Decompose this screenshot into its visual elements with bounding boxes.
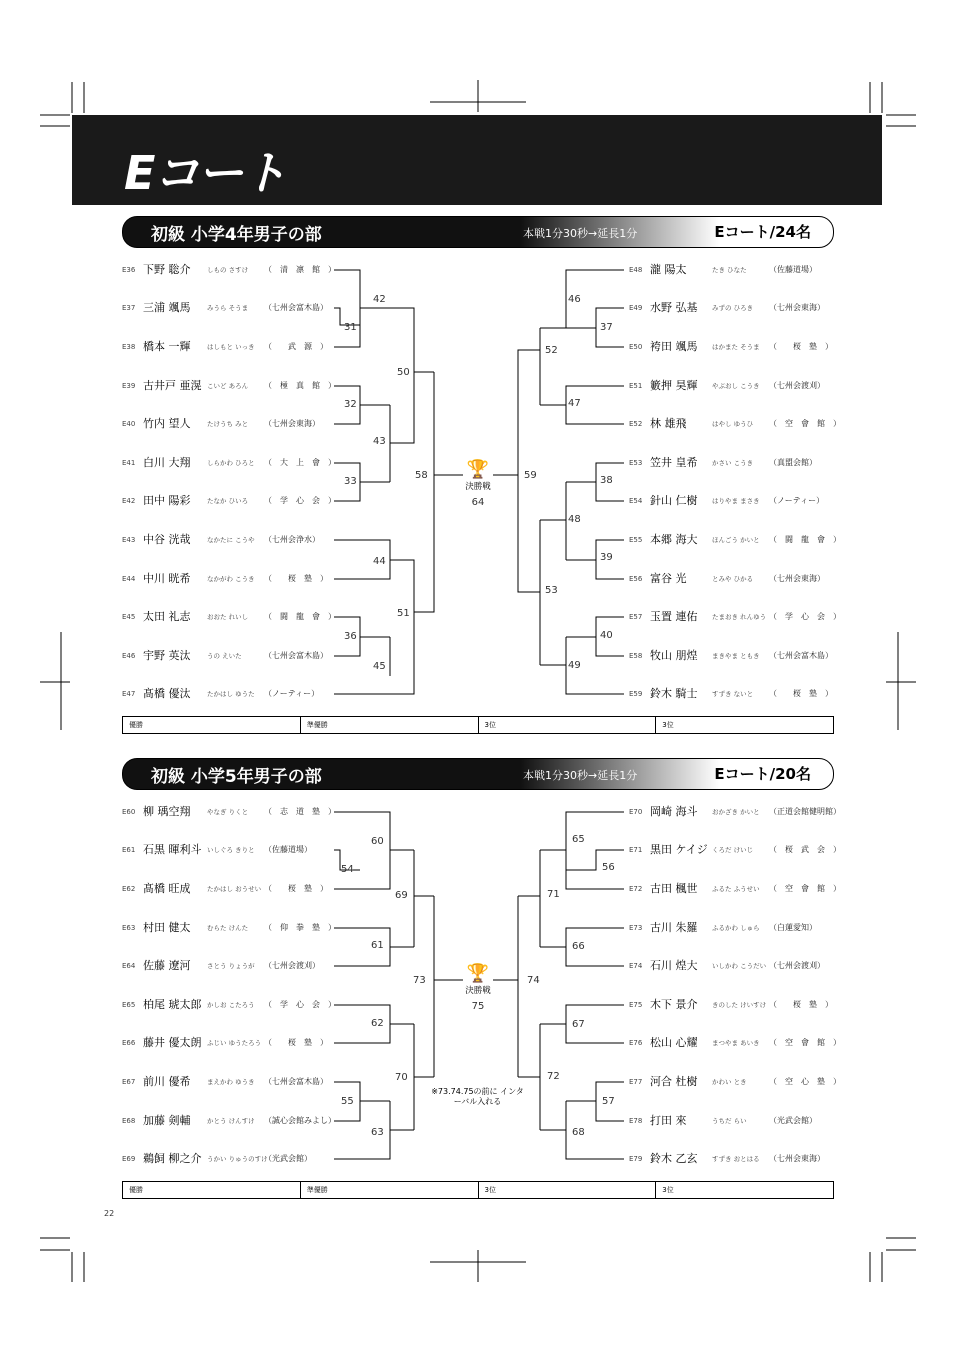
player-name: 中谷 洸哉 xyxy=(143,533,191,546)
player-team: （ 桜 武 会 ） xyxy=(769,845,841,854)
player-code: E57 xyxy=(629,613,643,621)
player-team: （ノーティー） xyxy=(264,689,320,698)
player-kana: いしぐろ きりと xyxy=(207,846,255,854)
player-team: （ 桜 塾 ） xyxy=(264,574,328,583)
player-kana: ほんごう かいと xyxy=(712,536,760,544)
player-code: E61 xyxy=(122,846,136,854)
player-name: 鈴木 騎士 xyxy=(650,687,698,700)
match-number: 74 xyxy=(527,975,540,986)
player-kana: とみや ひかる xyxy=(712,575,754,583)
player-team: （真盟会館） xyxy=(769,458,817,467)
player-team: （ 空 會 館 ） xyxy=(769,1038,841,1047)
match-number: 60 xyxy=(371,836,384,847)
section2-title: 初級 小学5年男子の部 xyxy=(151,767,322,787)
player-team: （佐藤道場） xyxy=(264,845,312,854)
player-code: E44 xyxy=(122,575,136,583)
player-name: 富谷 光 xyxy=(650,572,687,585)
player-code: E73 xyxy=(629,924,643,932)
player-kana: はかまた そうま xyxy=(712,343,760,351)
match-number: 43 xyxy=(373,436,386,447)
player-kana: みずの ひろき xyxy=(712,304,754,312)
match-number: 61 xyxy=(371,940,384,951)
player-name: 古田 楓世 xyxy=(650,882,698,895)
player-name: 宇野 英汰 xyxy=(143,649,191,662)
player-name: 岡崎 海斗 xyxy=(650,805,698,818)
player-kana: たき ひなた xyxy=(712,266,747,274)
player-code: E79 xyxy=(629,1155,643,1163)
player-code: E62 xyxy=(122,885,136,893)
player-kana: しらかわ ひろと xyxy=(207,459,255,467)
player-name: 石川 煌大 xyxy=(650,959,698,972)
player-kana: おかざき かいと xyxy=(712,808,760,816)
player-kana: おおた れいし xyxy=(207,613,249,621)
player-name: 鵜飼 柳之介 xyxy=(143,1152,202,1165)
player-kana: さとう りょうが xyxy=(207,962,255,970)
player-code: E43 xyxy=(122,536,136,544)
player-name: 針山 仁樹 xyxy=(650,494,698,507)
player-team: （七州会東海） xyxy=(769,1154,825,1163)
player-kana: すずき おとはる xyxy=(712,1155,760,1163)
player-kana: たまおき れんゆう xyxy=(712,613,767,621)
section1-title: 初級 小学4年男子の部 xyxy=(151,225,322,245)
player-code: E52 xyxy=(629,420,643,428)
match-number: 54 xyxy=(341,864,354,875)
player-name: 柳 瑀空翔 xyxy=(143,805,191,818)
player-name: 石黒 暉利斗 xyxy=(143,843,202,856)
player-code: E60 xyxy=(122,808,136,816)
player-team: （光武会館） xyxy=(769,1116,817,1125)
player-code: E37 xyxy=(122,304,136,312)
match-number: 44 xyxy=(373,556,386,567)
player-kana: きのした けいすけ xyxy=(712,1001,767,1009)
player-kana: まえかわ ゆうき xyxy=(207,1078,255,1086)
player-team: （ 空 心 塾 ） xyxy=(769,1077,841,1086)
player-team: （ 大 上 會 ） xyxy=(264,458,336,467)
match-number: 46 xyxy=(568,294,581,305)
match-number: 39 xyxy=(600,552,613,563)
player-team: （七州会渡刈） xyxy=(769,961,825,970)
player-team: （ 清 凛 館 ） xyxy=(264,265,336,274)
player-name: 牧山 朋煌 xyxy=(650,649,698,662)
player-kana: はりやま まさき xyxy=(712,497,760,505)
player-name: 下野 聡介 xyxy=(143,263,191,276)
player-name: 瀧 陽太 xyxy=(650,263,687,276)
player-team: （ 闘 龍 會 ） xyxy=(769,535,841,544)
match-number: 37 xyxy=(600,322,613,333)
player-kana: なかたに こうや xyxy=(207,536,255,544)
player-kana: うかい りゅうのすけ xyxy=(207,1155,268,1163)
player-team: （ 桜 塾 ） xyxy=(264,884,328,893)
player-team: （七州会浄水） xyxy=(264,535,320,544)
player-kana: かしお こたろう xyxy=(207,1001,255,1009)
player-name: 橋本 一輝 xyxy=(143,340,191,353)
player-code: E48 xyxy=(629,266,643,274)
match-number: 36 xyxy=(344,631,357,642)
player-name: 三浦 颯馬 xyxy=(143,301,191,314)
section2-court: Eコート/20名 xyxy=(714,765,811,783)
match-number: 32 xyxy=(344,399,357,410)
match-number: 57 xyxy=(602,1096,615,1107)
player-name: 袴田 颯馬 xyxy=(650,340,698,353)
player-code: E75 xyxy=(629,1001,643,1009)
player-team: （七州会東海） xyxy=(769,303,825,312)
match-number: 48 xyxy=(568,514,581,525)
result-winner: 優勝 xyxy=(123,1182,301,1198)
player-kana: たかはし ゆうた xyxy=(207,690,255,698)
player-name: 前川 優希 xyxy=(143,1075,191,1088)
player-team: （七州会東海） xyxy=(264,419,320,428)
player-code: E56 xyxy=(629,575,643,583)
result-winner: 優勝 xyxy=(123,717,301,733)
player-kana: たけうち みと xyxy=(207,420,249,428)
section2-final xyxy=(448,964,508,1012)
player-team: （誠心会館みよし） xyxy=(264,1116,336,1125)
player-code: E41 xyxy=(122,459,136,467)
player-team: （ 桜 塾 ） xyxy=(769,1000,833,1009)
player-name: 竹内 望人 xyxy=(143,417,191,430)
player-code: E67 xyxy=(122,1078,136,1086)
player-code: E77 xyxy=(629,1078,643,1086)
match-number: 52 xyxy=(545,345,558,356)
player-kana: はやし ゆうひ xyxy=(712,420,754,428)
section1-court: Eコート/24名 xyxy=(714,223,811,241)
result-third: 3位 xyxy=(479,1182,657,1198)
player-code: E59 xyxy=(629,690,643,698)
player-code: E47 xyxy=(122,690,136,698)
player-kana: やぶおし こうき xyxy=(712,382,760,390)
player-name: 藤井 優太朗 xyxy=(143,1036,202,1049)
player-name: 笠井 皇希 xyxy=(650,456,698,469)
player-kana: はしもと いっき xyxy=(207,343,255,351)
player-kana: ふるた ふうせい xyxy=(712,885,760,893)
final-label: 決勝戦 xyxy=(465,482,491,492)
player-name: 玉置 連佑 xyxy=(650,610,698,623)
player-team: （ 志 道 塾 ） xyxy=(264,807,336,816)
player-name: 本郷 海大 xyxy=(650,533,698,546)
player-kana: かさい こうき xyxy=(712,459,754,467)
player-name: 髙橋 優汰 xyxy=(143,687,191,700)
match-number: 70 xyxy=(395,1072,408,1083)
player-code: E78 xyxy=(629,1117,643,1125)
player-code: E65 xyxy=(122,1001,136,1009)
player-code: E39 xyxy=(122,382,136,390)
match-number: 53 xyxy=(545,585,558,596)
match-number: 67 xyxy=(572,1019,585,1030)
player-name: 古井戸 亜滉 xyxy=(143,379,202,392)
match-number: 42 xyxy=(373,294,386,305)
player-code: E68 xyxy=(122,1117,136,1125)
player-name: 髙橋 旺成 xyxy=(143,882,191,895)
player-team: （ 桜 塾 ） xyxy=(264,1038,328,1047)
match-number: 33 xyxy=(344,476,357,487)
player-kana: やなぎ りくと xyxy=(207,808,249,816)
page-number: 22 xyxy=(104,1209,115,1218)
player-kana: こいど あろん xyxy=(207,382,249,390)
trophy-icon: 🏆 xyxy=(466,459,490,480)
player-kana: たなか ひいろ xyxy=(207,497,249,505)
player-name: 村田 健太 xyxy=(143,921,191,934)
match-number: 73 xyxy=(413,975,426,986)
player-team: （ 空 會 館 ） xyxy=(769,884,841,893)
player-name: 松山 心耀 xyxy=(650,1036,698,1049)
match-number: 47 xyxy=(568,398,581,409)
player-code: E63 xyxy=(122,924,136,932)
player-name: 黒田 ケイジ xyxy=(650,843,708,856)
court-title: Eコート xyxy=(124,146,286,200)
result-runner-up: 準優勝 xyxy=(301,717,479,733)
player-team: （ 桜 塾 ） xyxy=(769,342,833,351)
player-team: （ 仰 拳 塾 ） xyxy=(264,923,336,932)
player-code: E66 xyxy=(122,1039,136,1047)
player-name: 古川 朱羅 xyxy=(650,921,698,934)
player-team: （正道会館健明館） xyxy=(769,807,841,816)
match-number: 58 xyxy=(415,470,428,481)
player-kana: いしかわ こうだい xyxy=(712,962,767,970)
player-team: （ 学 心 会 ） xyxy=(264,1000,336,1009)
player-name: 中川 晄希 xyxy=(143,572,191,585)
player-code: E38 xyxy=(122,343,136,351)
player-code: E71 xyxy=(629,846,643,854)
player-code: E49 xyxy=(629,304,643,312)
player-team: （ 極 真 館 ） xyxy=(264,381,336,390)
player-team: （ 闘 龍 會 ） xyxy=(264,612,336,621)
match-number: 38 xyxy=(600,475,613,486)
player-code: E72 xyxy=(629,885,643,893)
player-name: 木下 景介 xyxy=(650,998,698,1011)
player-code: E50 xyxy=(629,343,643,351)
player-team: （ 武 源 ） xyxy=(264,342,328,351)
player-name: 打田 來 xyxy=(650,1114,687,1127)
match-number: 56 xyxy=(602,862,615,873)
match-number: 55 xyxy=(341,1096,354,1107)
player-code: E54 xyxy=(629,497,643,505)
final-match-number: 64 xyxy=(471,497,485,508)
interval-note: ※73.74.75の前に インターバル入れる xyxy=(431,1087,524,1106)
player-kana: すずき ないと xyxy=(712,690,754,698)
player-name: 林 雄飛 xyxy=(650,417,687,430)
player-name: 籔押 昊輝 xyxy=(650,379,698,392)
player-kana: みうら そうま xyxy=(207,304,249,312)
player-team: （ 学 心 会 ） xyxy=(264,496,336,505)
player-name: 太田 礼志 xyxy=(143,610,191,623)
match-number: 71 xyxy=(547,889,560,900)
match-number: 40 xyxy=(600,630,613,641)
final-label: 決勝戦 xyxy=(465,986,491,996)
player-team: （ 空 會 館 ） xyxy=(769,419,841,428)
player-code: E53 xyxy=(629,459,643,467)
result-third: 3位 xyxy=(662,721,674,729)
player-team: （七州会渡刈） xyxy=(769,381,825,390)
player-team: （七州会富木島） xyxy=(769,651,833,660)
player-kana: なかがわ こうき xyxy=(207,575,255,583)
player-kana: かわい とき xyxy=(712,1078,747,1086)
match-number: 50 xyxy=(397,367,410,378)
player-code: E58 xyxy=(629,652,643,660)
player-team: （七州会東海） xyxy=(769,574,825,583)
player-code: E70 xyxy=(629,808,643,816)
match-number: 69 xyxy=(395,890,408,901)
player-team: （ノーティー） xyxy=(769,496,825,505)
result-third: 3位 xyxy=(662,1186,674,1194)
player-name: 柏尾 琥太郎 xyxy=(143,998,202,1011)
player-kana: まきやま ともき xyxy=(712,652,760,660)
player-kana: かとう けんすけ xyxy=(207,1117,255,1125)
player-kana: しもの さすけ xyxy=(207,266,249,274)
player-team: （七州会渡刈） xyxy=(264,961,320,970)
section1-rule: 本戦1分30秒→延長1分 xyxy=(523,227,638,240)
player-team: （佐藤道場） xyxy=(769,265,817,274)
match-number: 49 xyxy=(568,660,581,671)
player-code: E42 xyxy=(122,497,136,505)
player-name: 水野 弘基 xyxy=(650,301,698,314)
player-code: E51 xyxy=(629,382,643,390)
match-number: 59 xyxy=(524,470,537,481)
player-name: 河合 杜樹 xyxy=(650,1075,698,1088)
result-third: 3位 xyxy=(479,717,657,733)
player-code: E55 xyxy=(629,536,643,544)
player-kana: ふじい ゆうたろう xyxy=(207,1039,262,1047)
player-kana: うちだ らい xyxy=(712,1117,747,1125)
player-code: E36 xyxy=(122,266,136,274)
match-number: 62 xyxy=(371,1018,384,1029)
player-team: （ 桜 塾 ） xyxy=(769,689,833,698)
player-name: 佐藤 遼河 xyxy=(143,959,191,972)
trophy-icon: 🏆 xyxy=(466,963,490,984)
player-team: （七州会富木島） xyxy=(264,651,328,660)
player-code: E74 xyxy=(629,962,643,970)
player-kana: まつやま あいき xyxy=(712,1039,760,1047)
section2-results-row xyxy=(122,1181,834,1199)
player-code: E69 xyxy=(122,1155,136,1163)
player-kana: むらた けんた xyxy=(207,924,249,932)
player-name: 加藤 剣輔 xyxy=(143,1114,191,1127)
player-code: E46 xyxy=(122,652,136,660)
player-name: 白川 大翔 xyxy=(143,456,191,469)
player-kana: くろだ けいじ xyxy=(712,846,754,854)
player-code: E64 xyxy=(122,962,136,970)
player-code: E45 xyxy=(122,613,136,621)
player-code: E76 xyxy=(629,1039,643,1047)
player-name: 鈴木 乙玄 xyxy=(650,1152,698,1165)
match-number: 72 xyxy=(547,1071,560,1082)
final-match-number: 75 xyxy=(471,1001,485,1012)
player-kana: たかはし おうせい xyxy=(207,885,262,893)
match-number: 68 xyxy=(572,1127,585,1138)
player-team: （七州会富木島） xyxy=(264,303,328,312)
match-number: 66 xyxy=(572,941,585,952)
section2-rule: 本戦1分30秒→延長1分 xyxy=(523,769,638,782)
match-number: 31 xyxy=(344,322,357,333)
player-team: （ 学 心 会 ） xyxy=(769,612,841,621)
player-team: （白蓮愛知） xyxy=(769,923,817,932)
match-number: 63 xyxy=(371,1127,384,1138)
player-code: E40 xyxy=(122,420,136,428)
result-runner-up: 準優勝 xyxy=(301,1182,479,1198)
match-number: 65 xyxy=(572,834,585,845)
match-number: 45 xyxy=(373,661,386,672)
player-name: 田中 陽彩 xyxy=(143,494,191,507)
player-team: （七州会富木島） xyxy=(264,1077,328,1086)
player-kana: うの えいた xyxy=(207,652,242,660)
match-number: 51 xyxy=(397,608,410,619)
player-kana: ふるかわ しゅら xyxy=(712,924,760,932)
player-team: （光武会館） xyxy=(264,1154,312,1163)
